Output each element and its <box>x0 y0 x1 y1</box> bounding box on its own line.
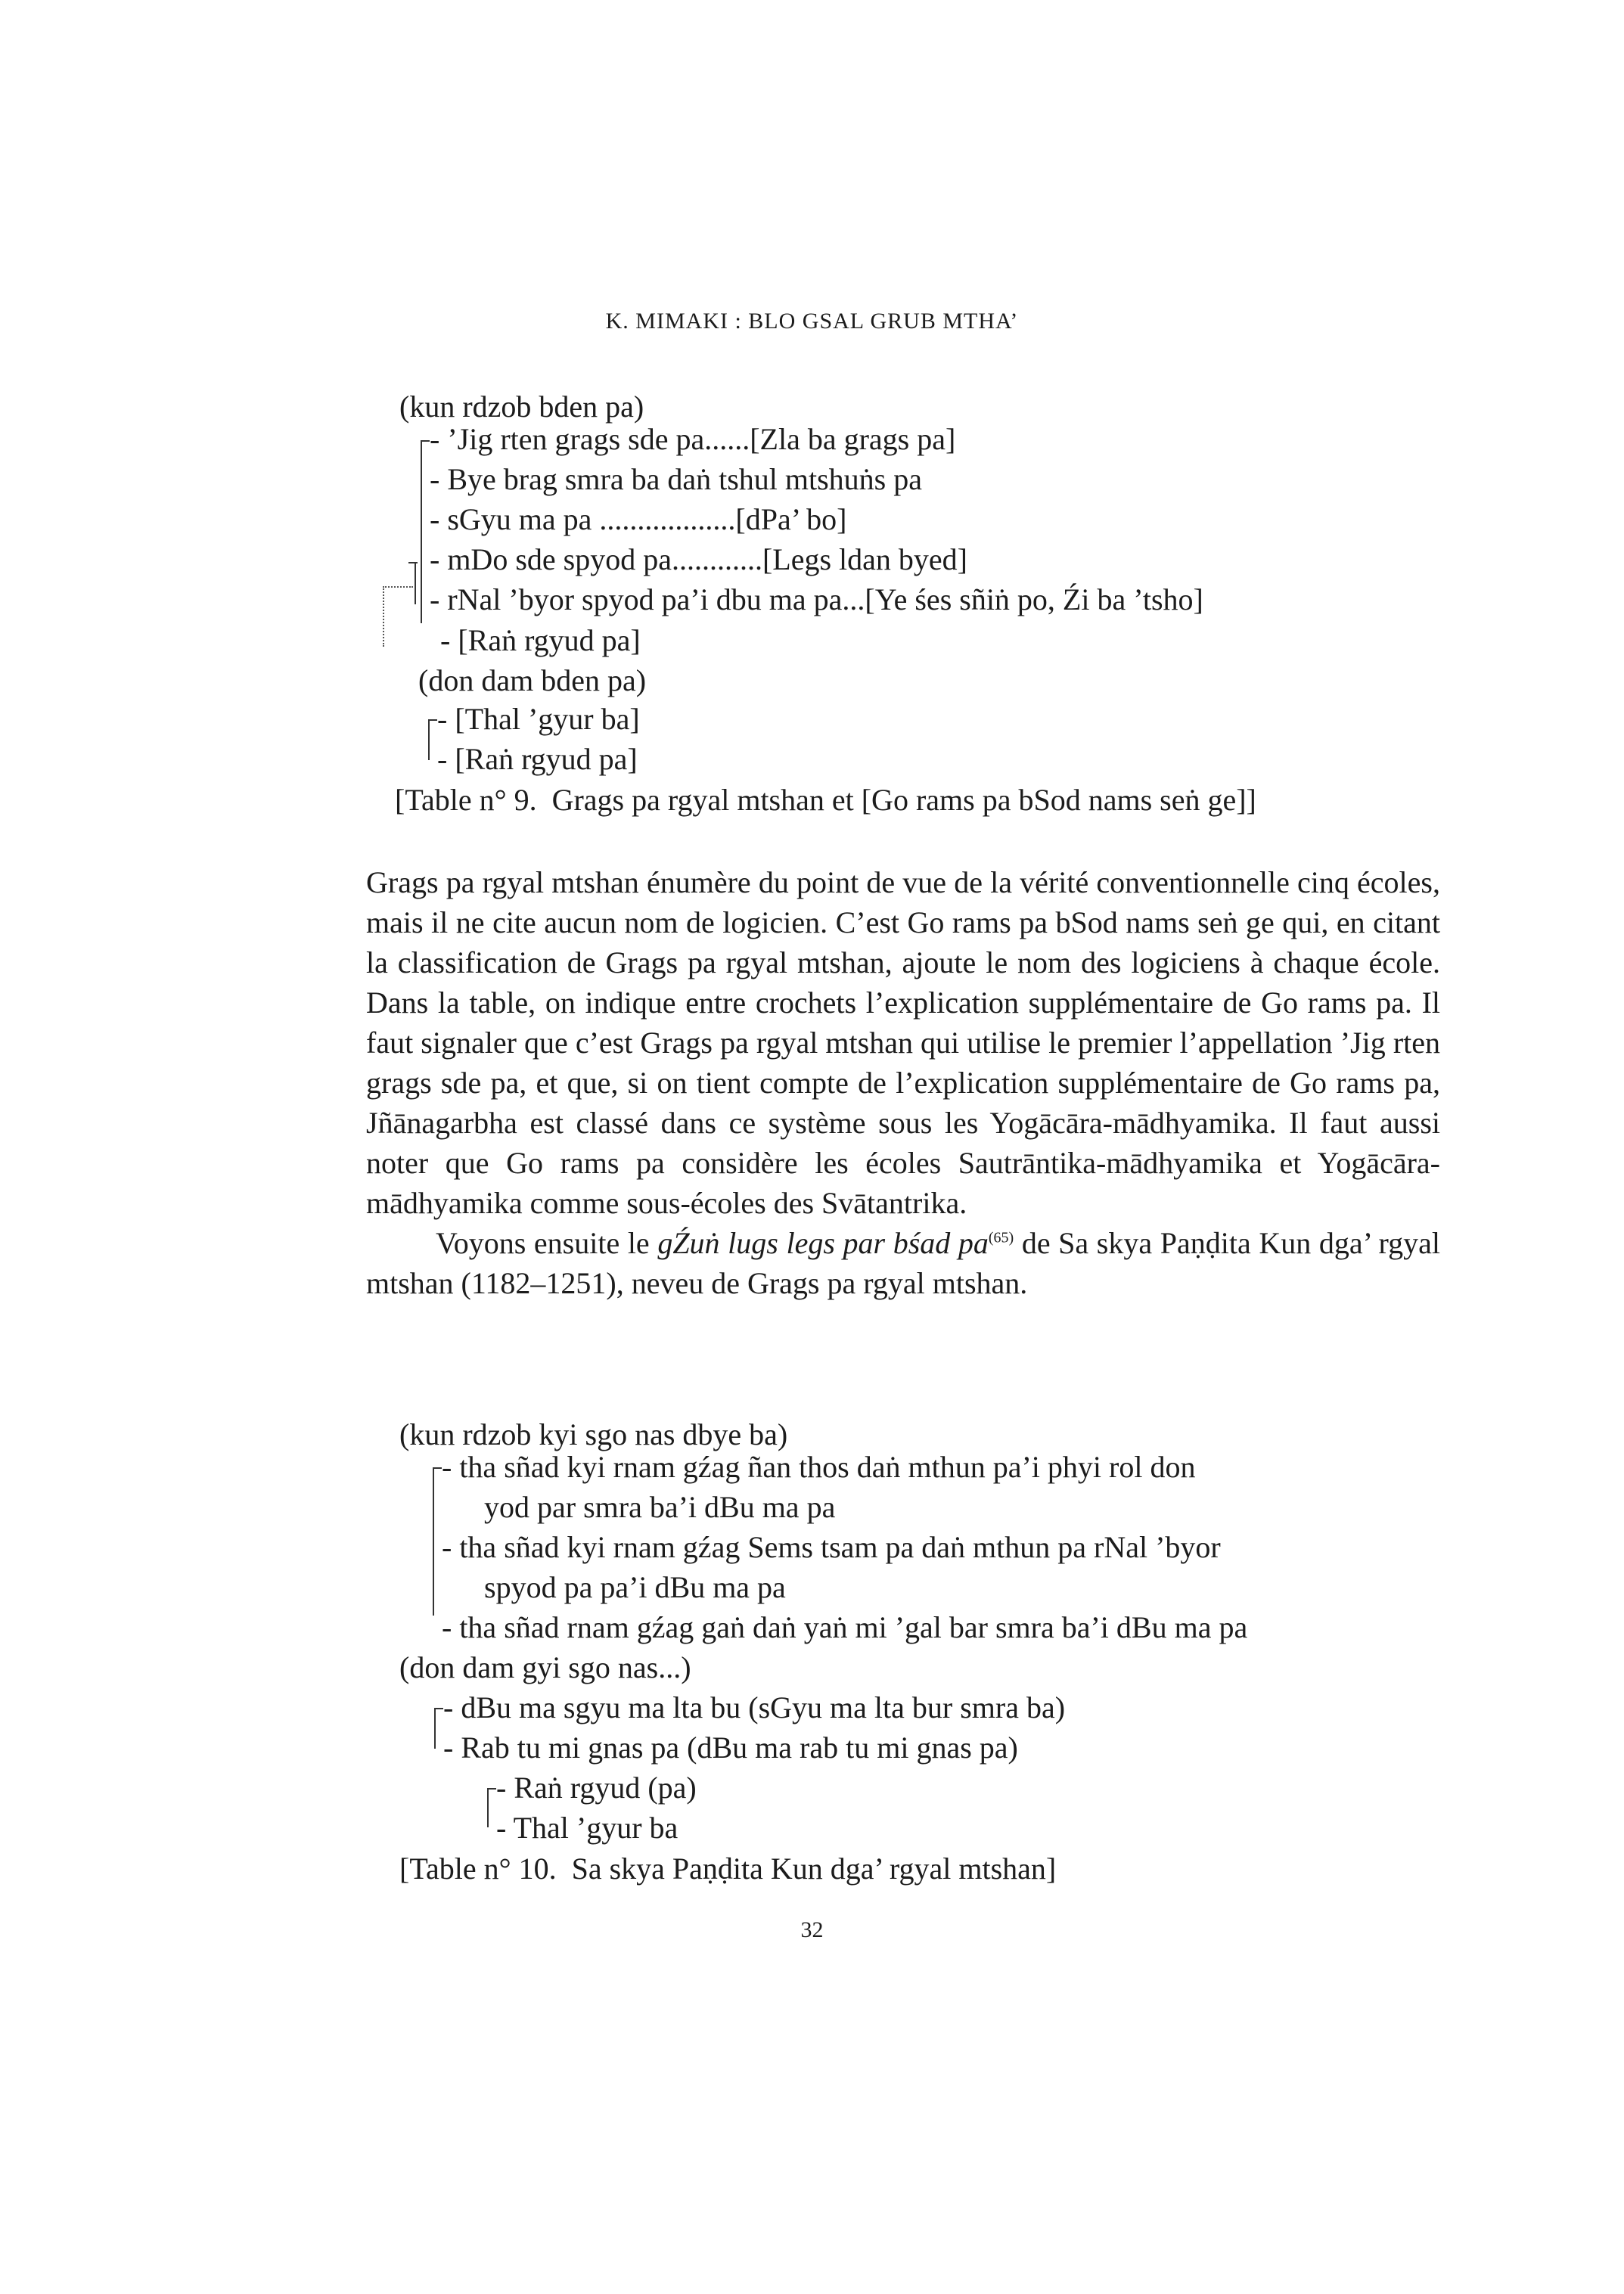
table-row: spyod pa pa’i dBu ma pa <box>484 1570 786 1604</box>
table-row: - dBu ma sgyu ma lta bu (sGyu ma lta bur smra ba) <box>443 1690 1066 1724</box>
tree-bracket <box>433 1467 434 1616</box>
table-row: - sGyu ma pa ..................[dPa’ bo] <box>430 502 847 536</box>
table-row: yod par smra ba’i dBu ma pa <box>484 1490 836 1524</box>
table-row: (don dam gyi sgo nas...) <box>399 1650 691 1684</box>
body-text <box>366 862 1440 1303</box>
table-row: - Bye brag smra ba daṅ tshul mtshuṅs pa <box>430 462 922 496</box>
table-row: - tha sñad kyi rnam gźag Sems tsam pa daṅ mthun pa rNal ’byor <box>442 1530 1221 1564</box>
tree-bracket <box>434 1708 436 1749</box>
footnote-ref: (65) <box>988 1229 1014 1246</box>
table-row: - [Thal ’gyur ba] <box>437 702 640 736</box>
table-row: - rNal ’byor spyod pa’i dbu ma pa...[Ye śes sñiṅ po, Źi ba ’tsho] <box>430 582 1203 616</box>
tree-bracket <box>421 440 422 623</box>
cited-title: gŹuṅ lugs legs par bśad pa <box>657 1226 989 1260</box>
table-row: - Thal ’gyur ba <box>496 1811 678 1845</box>
tree-tick-dotted <box>383 586 413 588</box>
table-row: (don dam bden pa) <box>418 663 647 697</box>
table-row: - ’Jig rten grags sde pa......[Zla ba grags pa] <box>430 422 956 456</box>
tree-tick <box>428 719 437 721</box>
tree-bracket-dotted <box>383 586 384 647</box>
table-row: - [Raṅ rgyud pa] <box>437 742 638 776</box>
table-row: - Rab tu mi gnas pa (dBu ma rab tu mi gnas pa) <box>443 1731 1018 1765</box>
table-row: - tha sñad kyi rnam gźag ñan thos daṅ mthun pa’i phyi rol don <box>442 1450 1196 1484</box>
tree-tick <box>434 1708 443 1709</box>
table-row: (kun rdzob kyi sgo nas dbye ba) <box>399 1417 788 1451</box>
page-number: 32 <box>800 1917 824 1942</box>
paragraph: Voyons ensuite le gŹuṅ lugs legs par bśad $pa^{(65)}$ de Sa skya Paṇḍita Kun dga’ rgyal mtshan (1182–1251), neveu de Grags pa rgyal mtshan. <box>366 1226 1441 1300</box>
tree-tick <box>408 562 418 563</box>
paragraph: Grags pa rgyal mtshan énumère du point de vue de la vérité conventionnelle cinq écoles, mais il ne cite aucun nom de logicien. C’est Go rams pa bSod nams seṅ ge qui, en citant la classification de Grags pa rgyal mtshan, ajoute le nom des logiciens à chaque école. Dans la table, on indique entre crochets l’explication supplémentaire de Go rams pa. Il faut signaler que c’est Grags pa rgyal mtshan qui utilise le premier l’appellation ’Jig rten grags sde pa, et que, si on tient compte de l’explication supplémentaire de Go rams pa, Jñānagarbha est classé dans ce système sous les Yogācāra-mādhyamika. Il faut aussi noter que Go rams pa considère les écoles Sautrāntika-mādhyamika et Yogācāra-mādhyamika comme sous-écoles des Svātantrika. <box>366 865 1440 1220</box>
running-header: K. MIMAKI : BLO GSAL GRUB MTHA’ <box>605 309 1019 334</box>
table-row: - mDo sde spyod pa............[Legs ldan byed] <box>430 542 967 576</box>
tree-bracket <box>415 562 416 604</box>
table-caption: [Table n° 10. Sa skya Paṇḍita Kun dga’ rgyal mtshan] <box>399 1852 1057 1886</box>
table-row: (kun rdzob bden pa) <box>399 390 644 424</box>
tree-bracket <box>487 1788 489 1827</box>
tree-tick <box>487 1788 496 1790</box>
table-row: - tha sñad rnam gźag gaṅ daṅ yaṅ mi ’gal bar smra ba’i dBu ma pa <box>442 1610 1248 1644</box>
tree-tick <box>433 1467 442 1469</box>
table-row: - [Raṅ rgyud pa] <box>440 623 641 657</box>
tree-tick <box>421 440 430 442</box>
tree-bracket <box>428 719 430 760</box>
table-caption: [Table n° 9. Grags pa rgyal mtshan et [Go rams pa bSod nams seṅ ge]] <box>395 783 1256 817</box>
table-row: - Raṅ rgyud (pa) <box>496 1771 697 1805</box>
